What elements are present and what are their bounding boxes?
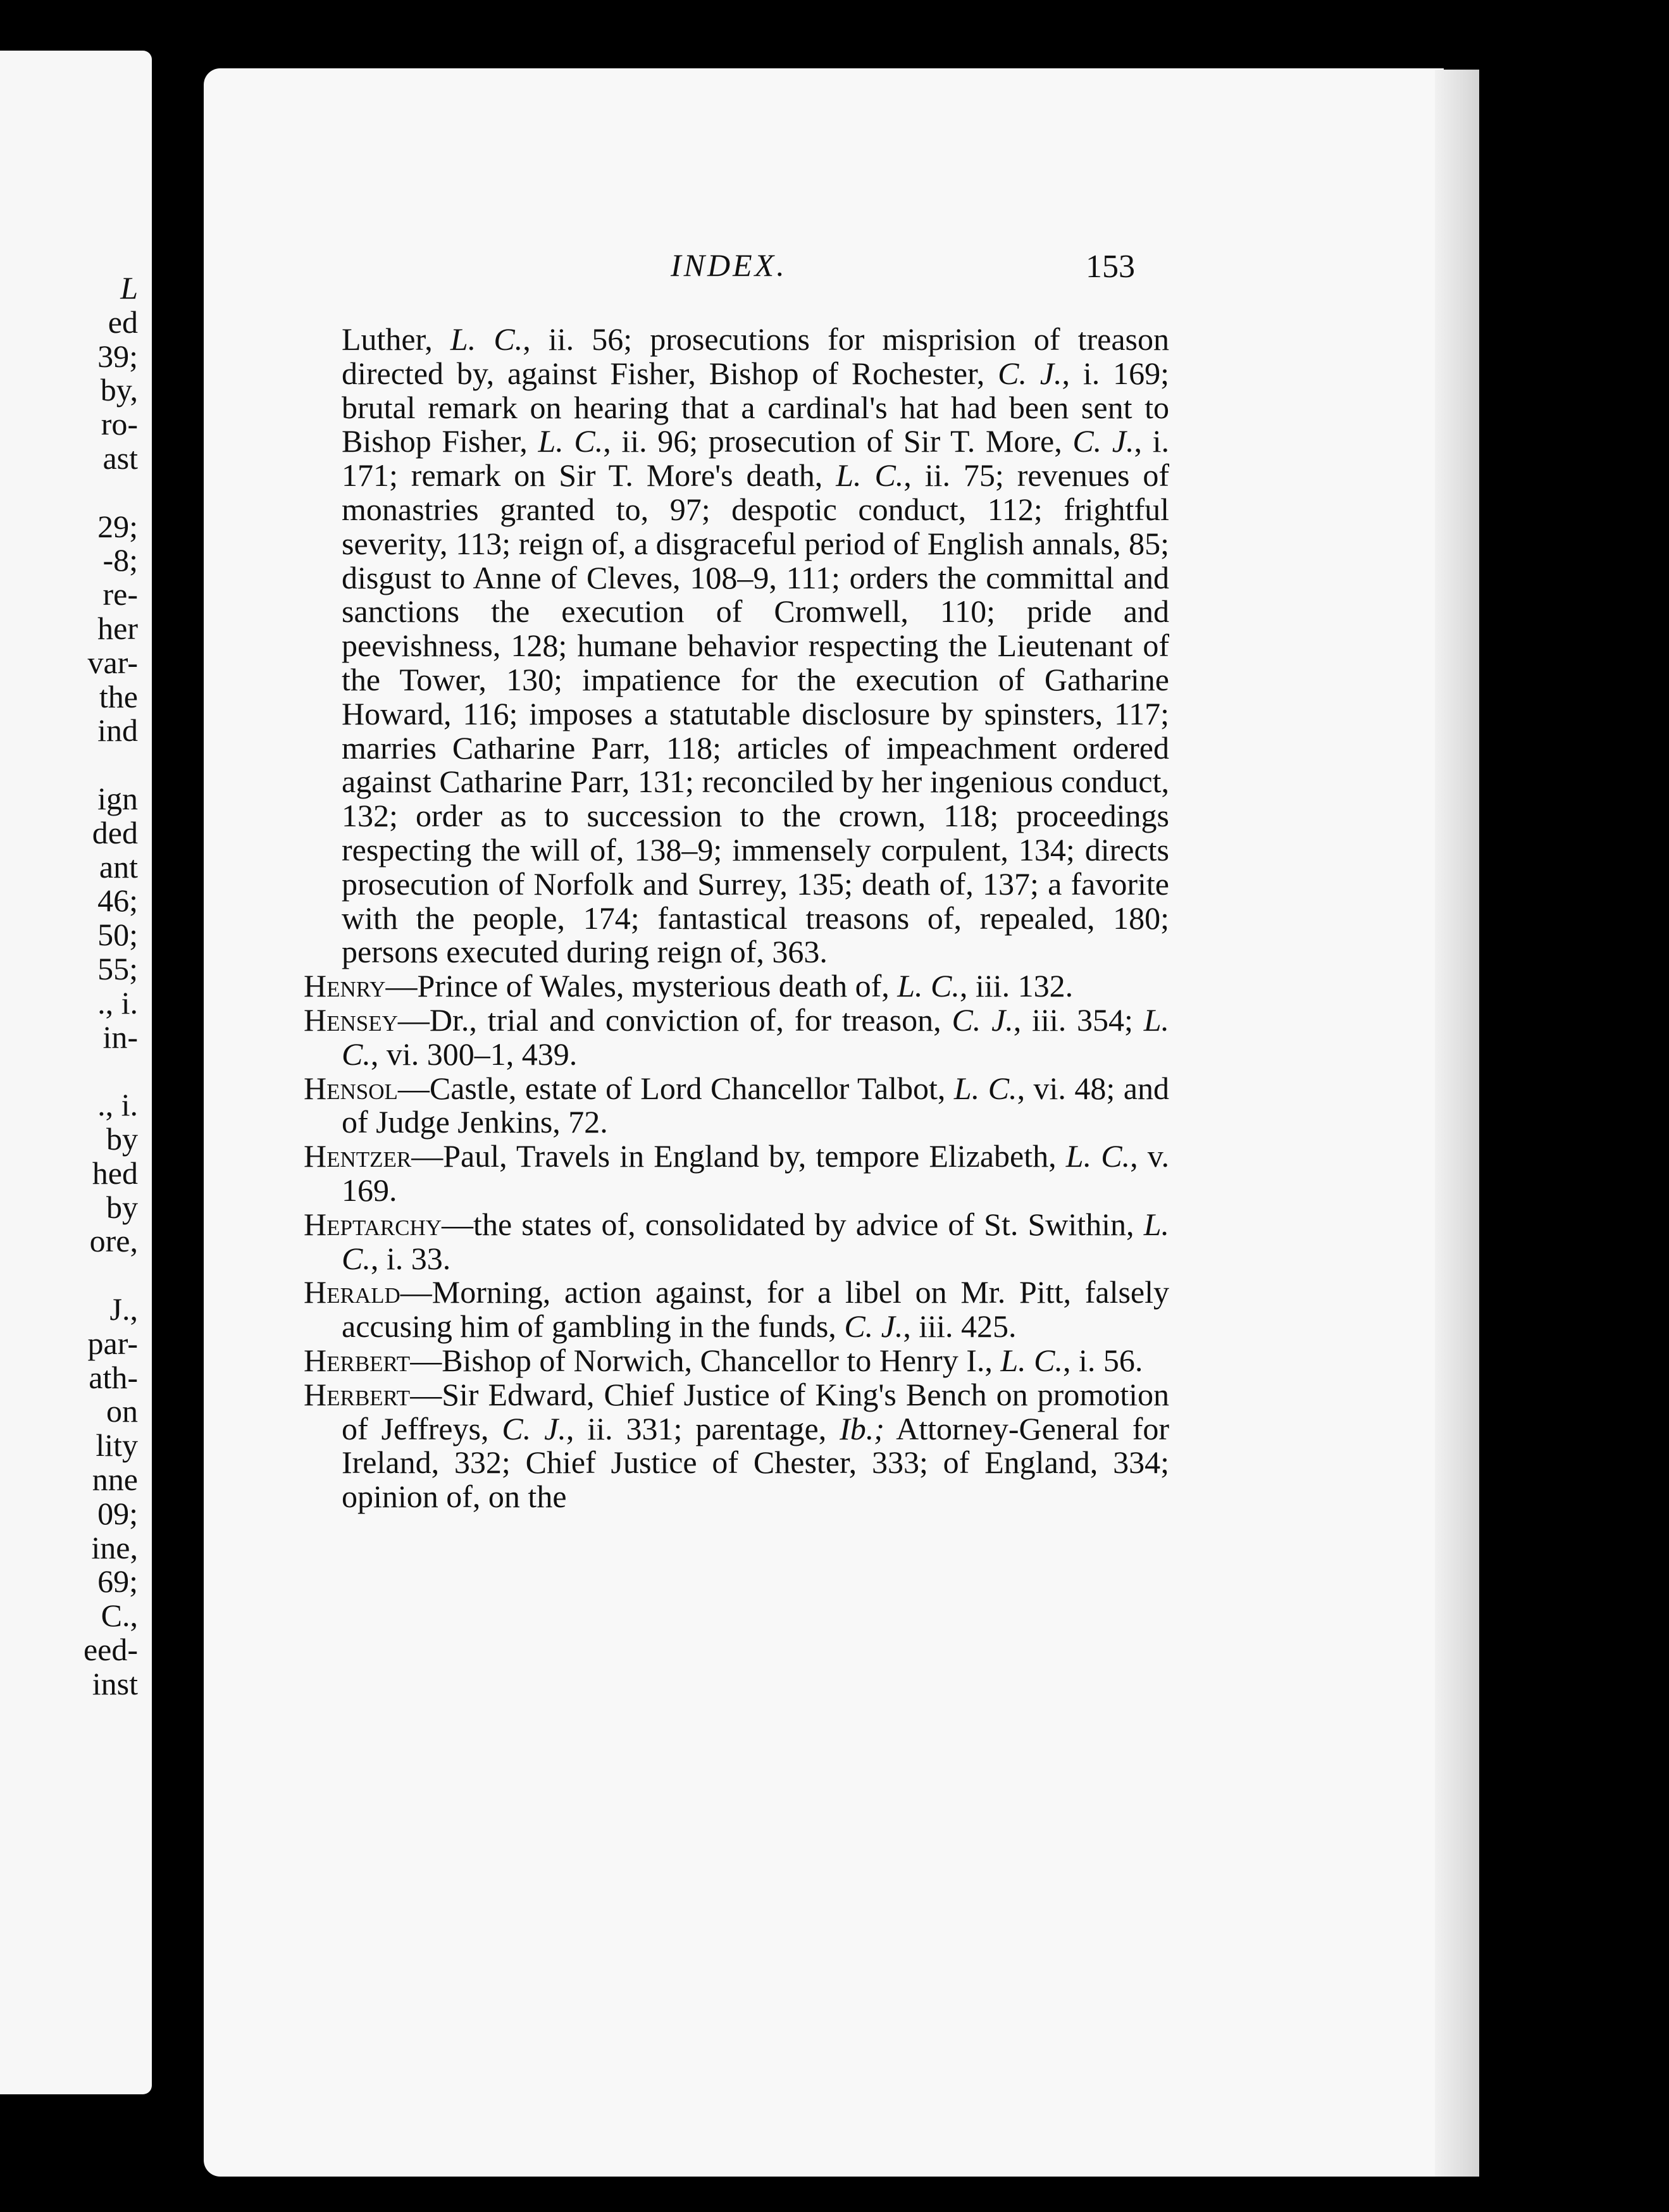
facing-page-line: ro- [101,406,138,442]
facing-page-line: re- [102,576,138,612]
citation-abbrev: L. C. [342,1206,1169,1276]
entry-text: Attorney-General for Ireland, 332; Chief Justice of Chester, 333; of England, 334; opinion of, on the [342,1410,1170,1515]
entry-text: —Castle, estate of Lord Chancellor Talbot, [397,1070,954,1106]
facing-page-line: 55; [97,951,138,986]
entry-headword: Hentzer [304,1138,412,1174]
facing-page-left [0,51,152,2094]
citation-abbrev: L. C. [342,1002,1169,1072]
facing-page-line: lity [96,1427,138,1463]
index-entry [304,969,1169,1003]
citation-abbrev: L. C. [897,968,960,1004]
index-entry [304,1276,1169,1344]
index-entry [304,323,1169,969]
entry-text: , iii. 425. [903,1308,1017,1345]
facing-page-line: ind [97,712,138,749]
entry-text: —Sir Edward, Chief Justice of King's Bench on promotion of Jeffreys, [342,1376,1169,1446]
entry-headword: Herbert [304,1376,411,1412]
entry-headword: Heptarchy [304,1206,442,1242]
citation-abbrev: C. J. [998,355,1062,391]
facing-page-line: 69; [97,1563,138,1600]
citation-abbrev: L. C. [1000,1342,1064,1378]
entry-text: Luther, [342,321,450,357]
entry-text: —Paul, Travels in England by, tempore Elizabeth, [411,1138,1066,1174]
entry-text: —Bishop of Norwich, Chancellor to Henry I., [410,1342,1001,1378]
running-header: INDEX. [671,247,787,283]
facing-page-line: by [106,1121,138,1157]
entry-headword: Herald [304,1274,400,1310]
facing-page-line: par- [87,1325,138,1361]
facing-page-line: L [120,270,138,306]
index-entry [304,1072,1169,1140]
entry-text: , ii. 331; parentage, [566,1410,840,1446]
facing-page-line: 09; [97,1495,138,1531]
facing-page-line: ., i. [97,1087,138,1123]
entry-headword: Herbert [304,1342,411,1378]
citation-abbrev: L. C. [450,321,523,357]
entry-text: —Morning, action against, for a libel on Mr. Pitt, falsely accusing him of gambling in the funds, [342,1274,1169,1345]
entry-text: , i. 171; remark on Sir T. More's death, [342,423,1169,494]
facing-page-line: by [106,1189,138,1225]
entry-text: , vi. 300–1, 439. [370,1036,578,1072]
facing-page-line: C., [101,1598,138,1634]
facing-page-line: ed [108,304,138,340]
entry-text: , iii. 132. [959,968,1074,1004]
facing-page-line: ast [102,440,138,476]
facing-page-line: eed- [83,1632,138,1667]
facing-page-line: inst [92,1665,138,1701]
facing-page-line: ign [97,781,138,816]
facing-page-line: on [106,1393,138,1429]
index-entries [304,323,1169,1514]
index-entry [304,1140,1169,1208]
facing-page-line: J., [109,1291,138,1327]
facing-page-line: ine, [91,1529,138,1565]
facing-page-line: the [99,678,138,714]
citation-abbrev: C. J. [844,1308,903,1345]
entry-text: , i. 169; brutal remark on hearing that a cardinal's hat had been sent to Bishop Fisher, [342,355,1169,459]
entry-text: , i. 56. [1063,1342,1143,1378]
index-entry [304,1344,1169,1378]
entry-text: —the states of, consolidated by advice of St. Swithin, [442,1206,1144,1242]
index-entry [304,1378,1169,1514]
entry-text: , ii. 96; prosecution of Sir T. More, [603,423,1073,459]
entry-text: , ii. 75; revenues of monastries granted to, 97; despotic conduct, 112; frightful severity, 113; reign of, a disgraceful period of English annals, 85; disgust to Anne of Cleves, 108–9, 111; orders the committal and sanctions the execution of Cromwell, 110; pride and peevishness, 128; humane behavior respecting the Lieutenant of the Tower, 130; impatience for the execution of Gatharine Howard, 116; imposes a statutable disclosure by spinsters, 117; marries Catharine Parr, 118; articles of impeachment ordered against Catharine Parr, 131; reconciled by her ingenious conduct, 132; order as to succession to the crown, 118; proceedings respecting the will of, 138–9; immensely corpulent, 134; directs prosecution of Norfolk and Surrey, 135; death of, 137; a favorite with the people, 174; fantastical treasons of, repealed, 180; persons executed during reign of, 363. [342,457,1169,970]
facing-page-line: ath- [89,1359,138,1395]
citation-abbrev: C. J. [1072,423,1134,459]
entry-text: , iii. 354; [1013,1002,1144,1038]
entry-text: , vi. 48; and of Judge Jenkins, 72. [342,1070,1169,1140]
facing-page-line: 29; [97,508,138,544]
page-edge [1435,70,1479,2177]
facing-page-line: var- [87,644,138,680]
facing-page-line: -8; [102,542,138,578]
entry-text: , ii. 56; prosecutions for misprision of treason directed by, against Fisher, Bishop of Rochester, [342,321,1169,391]
index-entry [304,1208,1169,1276]
facing-page-line: by, [100,372,138,408]
facing-page-line: ore, [89,1223,138,1259]
citation-abbrev: C. J. [952,1002,1014,1038]
citation-abbrev: L. C. [538,423,604,459]
facing-page-line: ant [99,848,138,885]
index-entry [304,1003,1169,1072]
facing-page-line: nne [92,1462,138,1497]
citation-abbrev: Ib.; [840,1410,884,1446]
entry-text: —Prince of Wales, mysterious death of, [385,968,898,1004]
page-number: 153 [1086,249,1135,285]
citation-abbrev: L. C. [953,1070,1017,1106]
facing-page-line: ., i. [97,985,138,1021]
entry-text: , v. 169. [342,1138,1169,1208]
citation-abbrev: L. C. [836,457,904,494]
entry-headword: Henry [304,968,386,1004]
facing-page-line: her [97,611,138,646]
entry-text: —Dr., trial and conviction of, for treason, [397,1002,952,1038]
facing-page-line: hed [92,1155,138,1191]
facing-page-line: in- [102,1019,138,1055]
entry-headword: Hensey [304,1002,398,1038]
entry-headword: Hensol [304,1070,398,1106]
citation-abbrev: L. C. [1065,1138,1131,1174]
facing-page-line: 39; [97,338,138,374]
citation-abbrev: C. J. [502,1410,566,1446]
entry-text: , i. 33. [370,1240,451,1276]
facing-page-line: ded [92,814,138,850]
facing-page-line: 50; [97,917,138,953]
facing-page-line: 46; [97,883,138,919]
